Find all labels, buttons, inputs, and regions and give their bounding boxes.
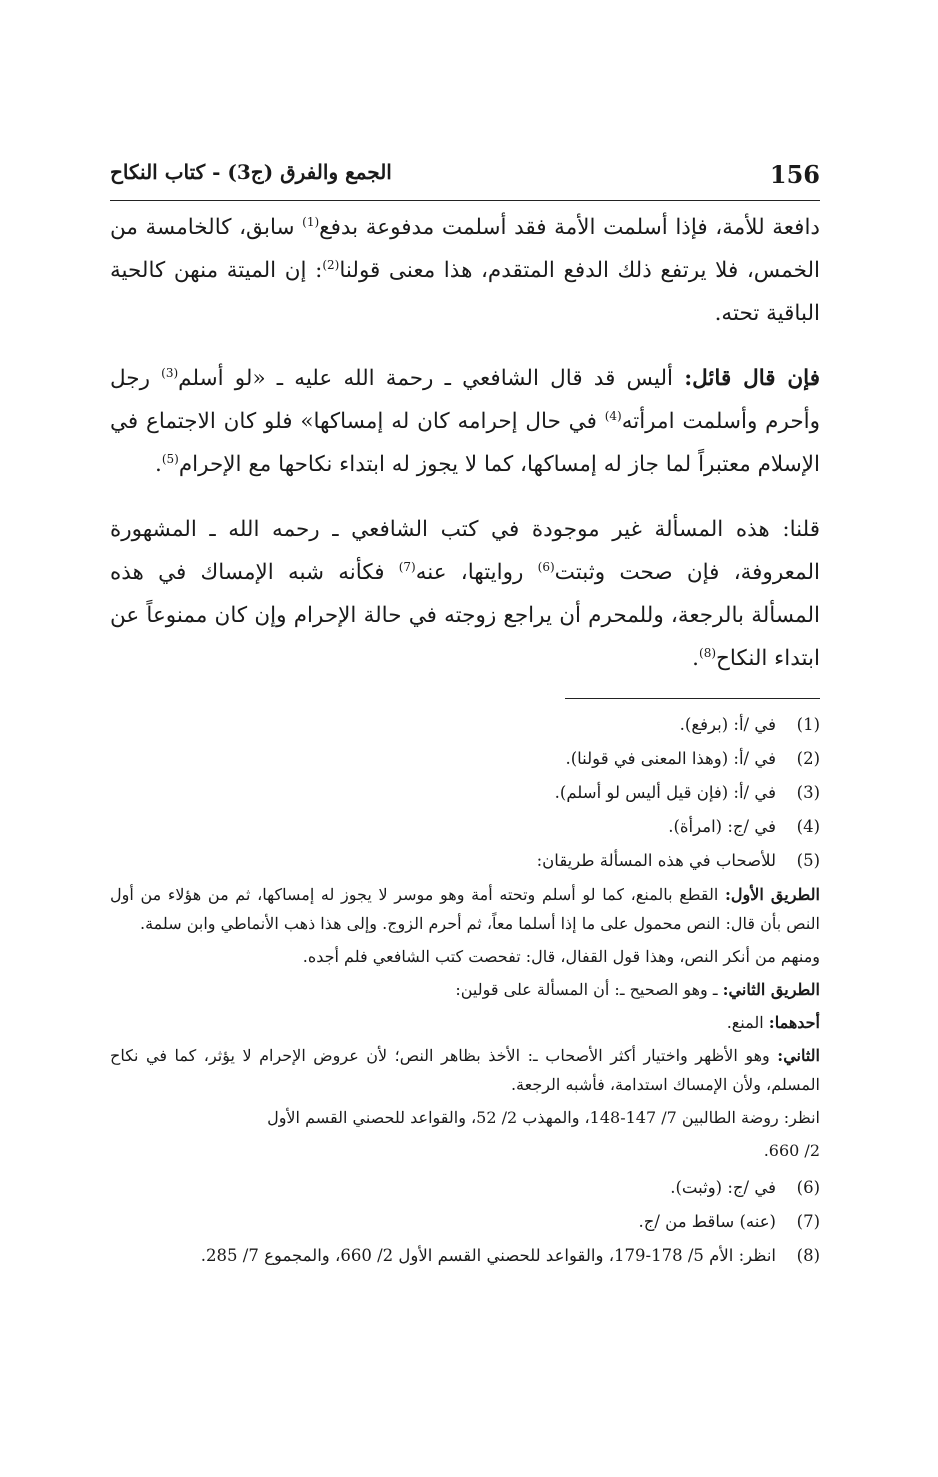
footnote-number: (7): [796, 1212, 820, 1231]
term-text: المنع.: [726, 1013, 769, 1032]
footnote-number: (1): [796, 715, 820, 734]
page-header: [110, 160, 820, 201]
footnote-5-reference-cont: 2/ 660.: [763, 1141, 820, 1160]
footnote-5-opinion-two: [110, 1041, 820, 1099]
term-label: الثاني:: [777, 1046, 820, 1065]
footnote-5-deniers: ومنهم من أنكر النص، وهذا قول القفال، قال: تفحصت كتب الشافعي فلم أجده.: [302, 947, 820, 966]
text-run: أليس قد قال الشافعي ـ رحمة الله عليه ـ «لو أسلم: [178, 366, 685, 391]
footnote-number: (3): [796, 783, 820, 802]
footnote-text: في /أ: (فإن قيل أليس لو أسلم).: [554, 783, 776, 802]
footnote-2: [110, 744, 820, 773]
text-run: .: [692, 646, 700, 671]
footnote-7: [110, 1207, 820, 1236]
footnote-3: [110, 778, 820, 807]
footnote-number: (8): [796, 1246, 820, 1265]
text-run: قلنا: هذه المسألة غير موجودة في كتب الشافعي ـ رحمه الله ـ المشهورة المعروفة، فإن صحت وثبتت: [110, 517, 821, 585]
footnote-ref-5[interactable]: (5): [161, 451, 179, 466]
term-label: الطريق الثاني:: [722, 980, 820, 999]
footnote-4: [110, 812, 820, 841]
term-text: وهو الأظهر واختيار أكثر الأصحاب ـ: الأخذ بظاهر النص؛ لأن عروض الإحرام لا يؤثر، كما في نكاح المسلم، ولأن الإمساك استدامة، فأشبه الرجعة.: [110, 1046, 820, 1094]
footnote-6: [110, 1173, 820, 1202]
main-text: [110, 206, 820, 702]
term-label: أحدهما:: [768, 1013, 820, 1032]
footnote-text: في /أ: (برفع).: [679, 715, 776, 734]
text-run: دافعة للأمة، فإذا أسلمت الأمة فقد أسلمت مدفوعة بدفع: [319, 215, 821, 240]
text-run: رجل وأحرم وأسلمت امرأته: [110, 366, 821, 434]
term-text: ـ وهو الصحيح ـ: أن المسألة على قولين:: [455, 980, 723, 999]
paragraph-3: [110, 508, 820, 680]
footnote-text: في /ج: (وثبت).: [670, 1178, 776, 1197]
footnote-ref-4[interactable]: (4): [604, 408, 622, 423]
footnote-5-reference: انظر: روضة الطالبين 7/ 147-148، والمهذب 2/ 52، والقواعد للحصني القسم الأول: [267, 1108, 820, 1127]
text-run: روايتها، عنه: [415, 560, 538, 585]
footnote-text: (عنه) ساقط من /ج.: [638, 1212, 776, 1231]
footnote-ref-8[interactable]: (8): [699, 645, 717, 660]
footnote-ref-2[interactable]: (2): [322, 257, 340, 272]
footnotes: [110, 710, 820, 1275]
footnote-text: للأصحاب في هذه المسألة طريقان:: [536, 851, 776, 870]
footnote-5-opinion-one: [110, 1008, 820, 1037]
footnote-8: [110, 1241, 820, 1270]
footnote-5-first-way: [110, 880, 820, 938]
running-title: الجمع والفرق (ج3) - كتاب النكاح: [110, 160, 392, 184]
text-run: سابق، كالخامسة من الخمس، فلا يرتفع ذلك الدفع المتقدم، هذا معنى قولنا: [110, 215, 821, 283]
footnote-number: (6): [796, 1178, 820, 1197]
footnote-text: انظر: الأم 5/ 178-179، والقواعد للحصني القسم الأول 2/ 660، والمجموع 7/ 285.: [200, 1246, 776, 1265]
footnote-number: (5): [796, 851, 820, 870]
footnote-ref-1[interactable]: (1): [302, 214, 320, 229]
footnote-number: (4): [796, 817, 820, 836]
paragraph-1: [110, 206, 820, 335]
footnote-text: في /أ: (وهذا المعنى في قولنا).: [565, 749, 776, 768]
footnote-text: في /ج: (امرأة).: [668, 817, 776, 836]
paragraph-2: [110, 357, 820, 486]
text-run: في حال إحرامه كان له إمساكها» فلو كان الاجتماع في الإسلام معتبراً لما جاز له إمساكها، كما لا يجوز له ابتداء نكاحها مع الإحرام: [110, 409, 820, 477]
term-text: القطع بالمنع، كما لو أسلم وتحته أمة وهو موسر لا يجوز له إمساكها، ثم من هؤلاء من أول النص بأن قال: النص محمول على ما إذا أسلما معاً، ثم أحرم الزوج. وإلى هذا ذهب الأنماطي وابن سلمة.: [110, 885, 820, 933]
footnote-ref-6[interactable]: (6): [537, 559, 555, 574]
footnote-separator: [565, 698, 820, 699]
footnote-5-second-way: [110, 975, 820, 1004]
footnote-1: [110, 710, 820, 739]
page-number: 156: [769, 160, 820, 189]
objection-lead: فإن قال قائل:: [684, 366, 820, 391]
text-run: : إن الميتة منهن كالحية الباقية تحته.: [110, 258, 820, 326]
term-label: الطريق الأول:: [724, 885, 820, 904]
footnote-number: (2): [796, 749, 820, 768]
footnote-ref-7[interactable]: (7): [398, 559, 416, 574]
text-run: .: [155, 452, 162, 477]
text-run: فكأنه شبه الإمساك في هذه المسألة بالرجعة، وللمحرم أن يراجع زوجته في حالة الإحرام وإن كان ممنوعاً عن ابتداء النكاح: [110, 560, 820, 671]
footnote-ref-3[interactable]: (3): [161, 365, 179, 380]
footnote-5: [110, 846, 820, 875]
